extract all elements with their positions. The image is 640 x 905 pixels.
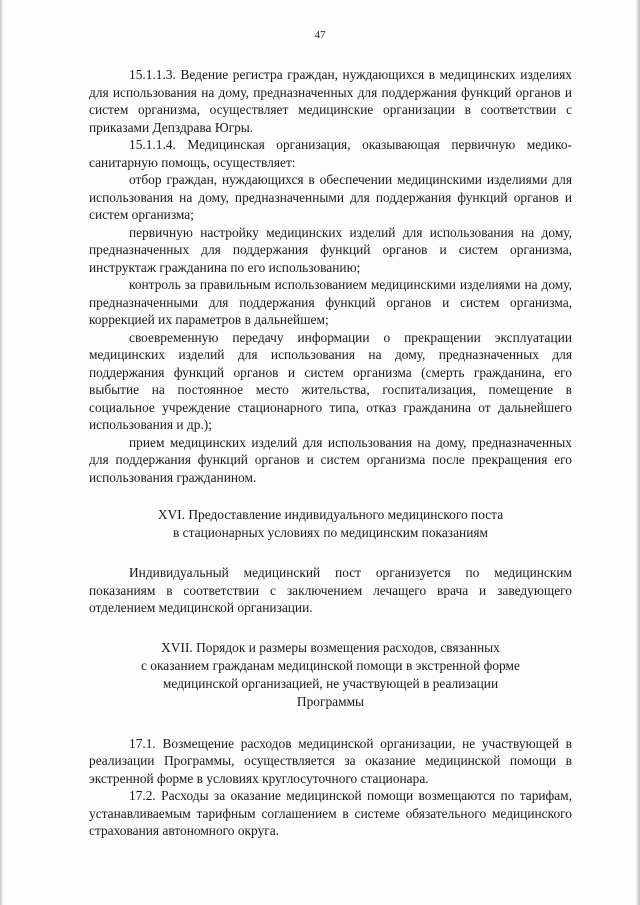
section-heading-16 <box>89 506 572 542</box>
list-item-control: контроль за правильным использованием медицинскими изделиями на дому, предназначенными для поддержания функций органов и систем организма, коррекцией их параметров в дальнейшем; <box>89 277 572 327</box>
list-item-selection: отбор граждан, нуждающихся в обеспечении медицинскими изделиями для использования на дому, предназначенными для поддержания функций органов и систем организма; <box>89 172 572 222</box>
list-item-reception: прием медицинских изделий для использования на дому, предназначенных для поддержания функций органов и систем организма после прекращения его использования гражданином. <box>89 434 572 485</box>
list-item-setup: первичную настройку медицинских изделий для использования на дому, предназначенных для поддержания функций органов и систем организма, инструктаж гражданина по его использованию; <box>89 224 572 275</box>
document-body <box>89 66 572 840</box>
section-heading-17-line-4: Программы <box>296 693 365 709</box>
section-heading-17 <box>89 639 572 711</box>
paragraph-15-1-1-4: 15.1.1.4. Медицинская организация, оказывающая первичную медико-санитарную помощь, осуществляет: <box>89 137 572 170</box>
scan-edge-left <box>0 0 3 905</box>
paragraph-individual-post: Индивидуальный медицинский пост организуется по медицинским показаниям в соответствии с заключением лечащего врача и заведующего отделением медицинской организации. <box>89 565 572 615</box>
list-item-information: своевременную передачу информации о прекращении эксплуатации медицинских изделий для использования на дому, предназначенных для поддержания функций органов и систем организма (смерть гражданина, его выбытие на постоянное место жительства, госпитализация, помещение в социальное учреждение стационарного типа, отказ гражданина от дальнейшего использования и др.); <box>89 329 572 432</box>
section-heading-16-line-2: в стационарных условиях по медицинским показаниям <box>173 525 488 540</box>
paragraph-15-1-1-3: 15.1.1.3. Ведение регистра граждан, нуждающихся в медицинских изделиях для использования на дому, предназначенных для поддержания функций органов и систем организма, осуществляет медицинские организации в соответствии с приказами Депздрава Югры. <box>89 67 572 135</box>
section-heading-17-line-2: с оказанием гражданам медицинской помощи в экстренной форме <box>141 657 520 673</box>
section-heading-16-line-1: XVI. Предоставление индивидуального медицинского поста <box>157 507 504 522</box>
page-number: 47 <box>314 29 326 41</box>
scan-edge-right <box>636 0 640 905</box>
section-heading-17-line-1: XVII. Порядок и размеры возмещения расходов, связанных <box>161 639 500 655</box>
paragraph-17-1: 17.1. Возмещение расходов медицинской организации, не участвующей в реализации Программы, осуществляется за оказание медицинской помощи в экстренной форме в условиях круглосуточного стационара. <box>89 735 572 786</box>
paragraph-17-2: 17.2. Расходы за оказание медицинской помощи возмещаются по тарифам, устанавливаемым тарифным соглашением в системе обязательного медицинского страхования автономного округа. <box>89 788 572 838</box>
section-heading-17-line-3: медицинской организацией, не участвующей в реализации <box>162 675 499 691</box>
